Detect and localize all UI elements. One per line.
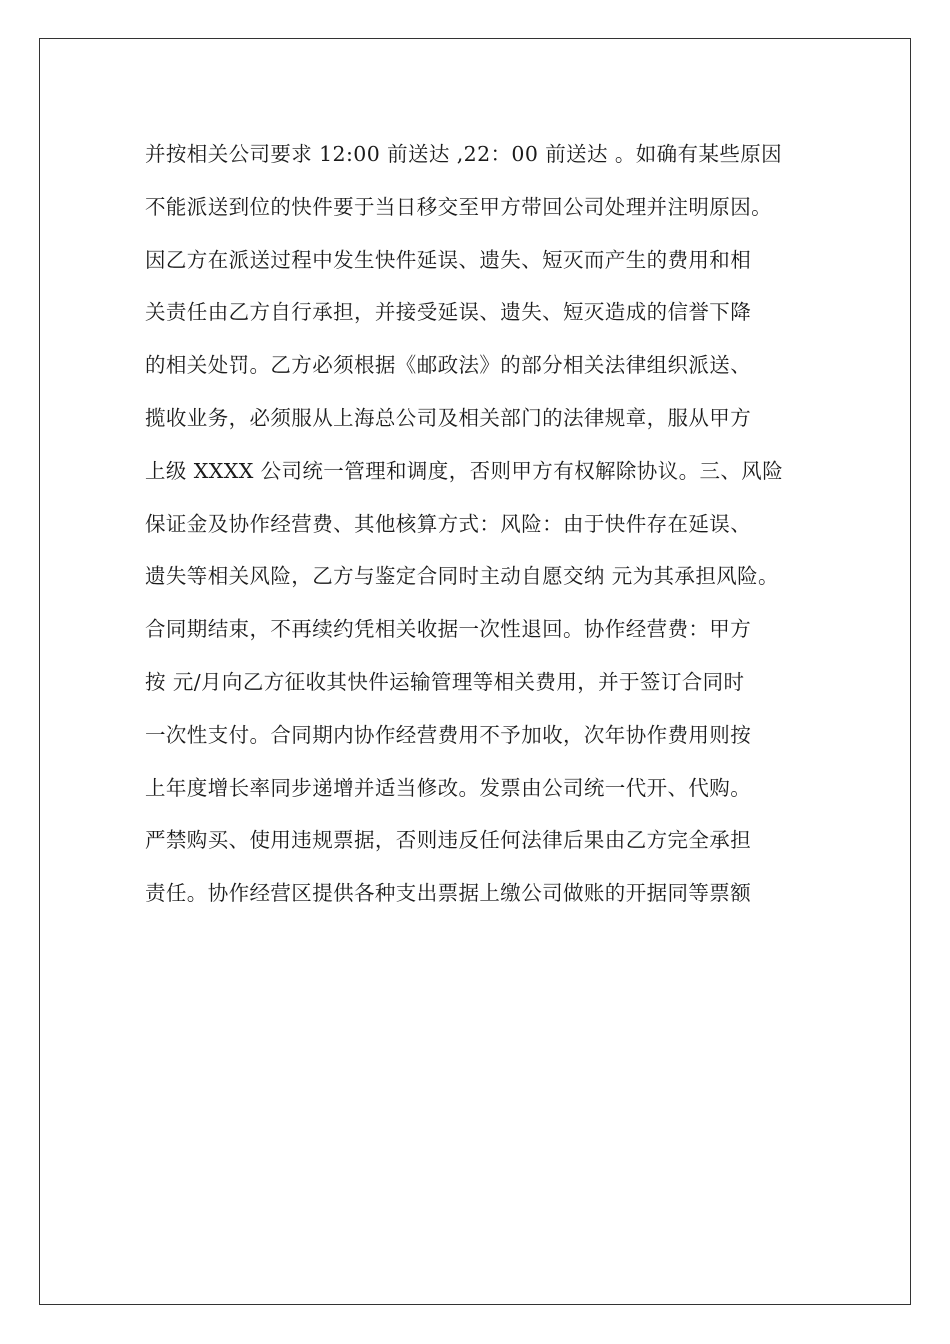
text-line-8: 保证金及协作经营费、其他核算方式：风险：由于快件存在延误、 bbox=[145, 511, 752, 536]
text-line-12: 一次性支付。合同期内协作经营费用不予加收，次年协作费用则按 bbox=[145, 722, 752, 747]
text-line-15: 责任。协作经营区提供各种支出票据上缴公司做账的开据同等票额 bbox=[145, 881, 752, 906]
text-line-1: 并按相关公司要求 12:00 前送达 ,22：00 前送达 。如确有某些原因 bbox=[145, 142, 783, 166]
text-line-9: 遗失等相关风险，乙方与鉴定合同时主动自愿交纳 元为其承担风险。 bbox=[145, 564, 779, 589]
text-line-4: 关责任由乙方自行承担，并接受延误、遗失、短灭造成的信誉下降 bbox=[145, 300, 752, 325]
text-line-7: 上级 XXXX 公司统一管理和调度，否则甲方有权解除协议。三、风险 bbox=[145, 458, 784, 483]
text-line-5: 的相关处罚。乙方必须根据《邮政法》的部分相关法律组织派送、 bbox=[145, 353, 752, 378]
text-line-3: 因乙方在派送过程中发生快件延误、遗失、短灭而产生的费用和相 bbox=[145, 247, 752, 272]
text-line-13: 上年度增长率同步递增并适当修改。发票由公司统一代开、代购。 bbox=[145, 775, 752, 800]
text-line-10: 合同期结束，不再续约凭相关收据一次性退回。协作经营费：甲方 bbox=[145, 617, 752, 642]
text-line-11: 按 元/月向乙方征收其快件运输管理等相关费用，并于签订合同时 bbox=[145, 669, 745, 694]
text-line-2: 不能派送到位的快件要于当日移交至甲方带回公司处理并注明原因。 bbox=[145, 194, 772, 219]
document-body bbox=[145, 128, 845, 920]
text-line-14: 严禁购买、使用违规票据，否则违反任何法律后果由乙方完全承担 bbox=[145, 828, 752, 853]
text-line-6: 揽收业务，必须服从上海总公司及相关部门的法律规章，服从甲方 bbox=[145, 405, 752, 430]
